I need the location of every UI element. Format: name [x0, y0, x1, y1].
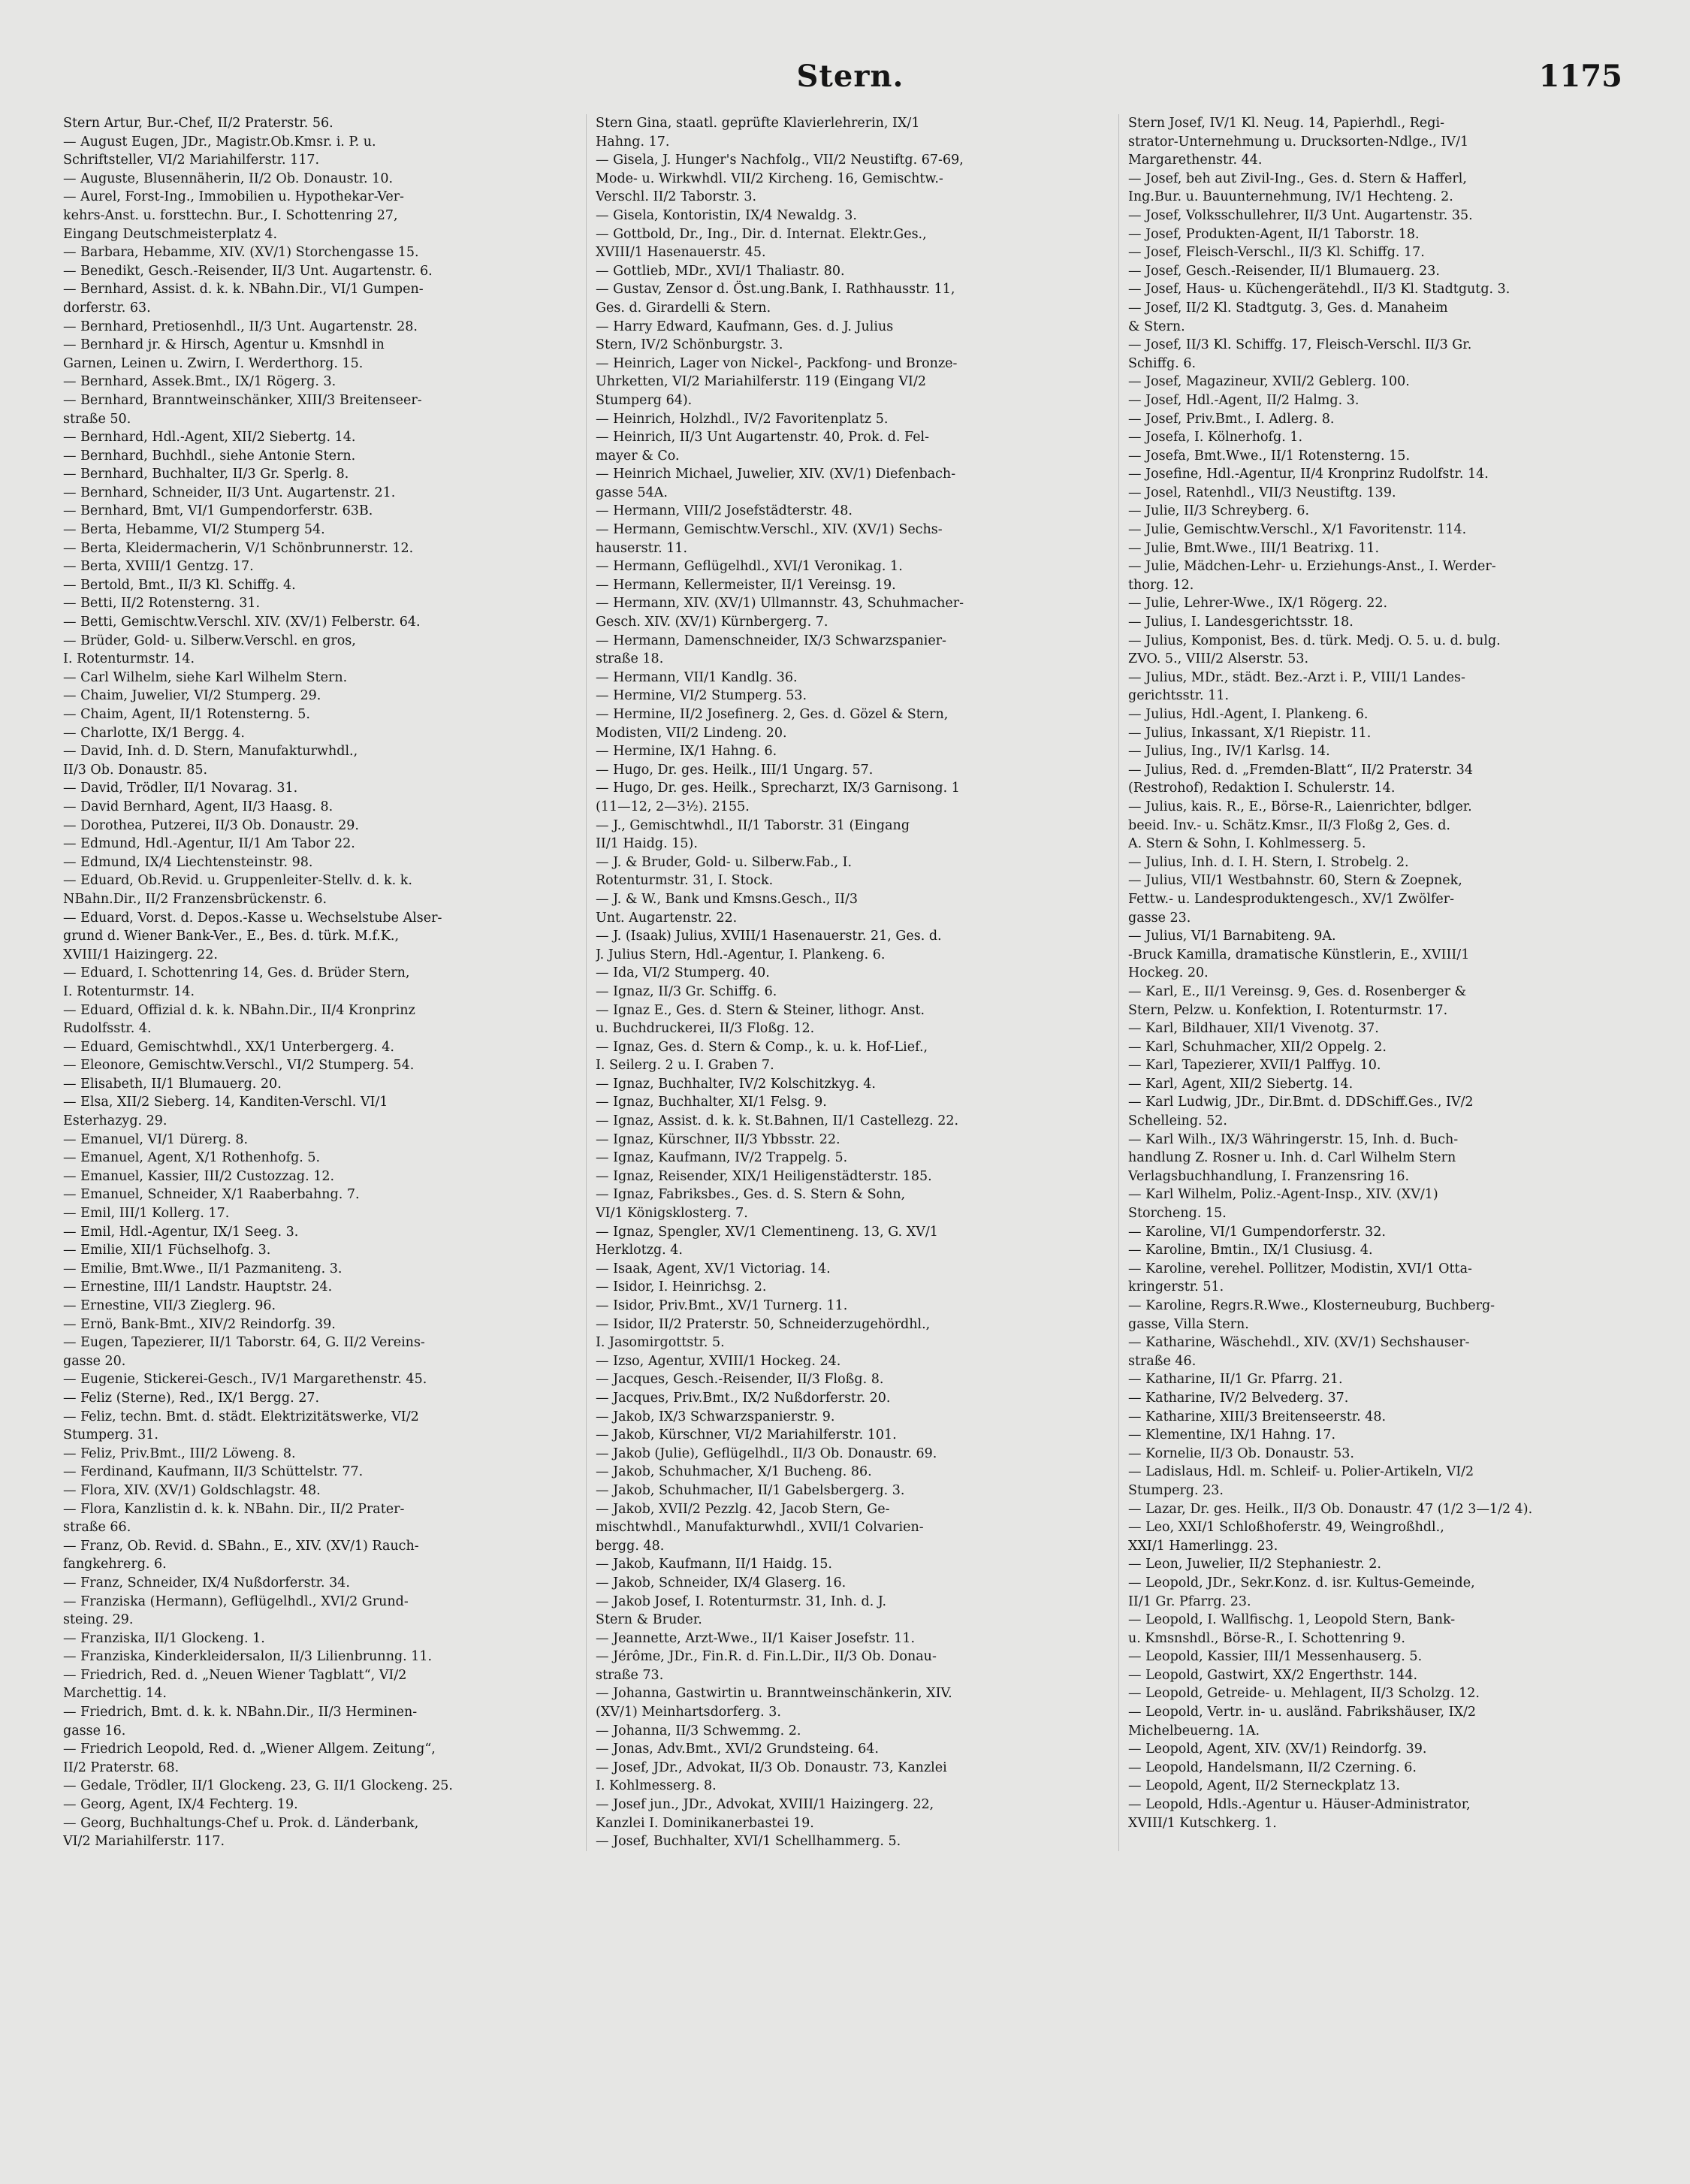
directory-entry: — Heinrich, Lager von Nickel-, Packfong- und Bronze- [596, 355, 958, 371]
directory-entry: — Franziska (Hermann), Geflügelhdl., XVI/2 Grund- [63, 1593, 409, 1609]
directory-entry: — Josefa, I. Kölnerhofg. 1. [1128, 430, 1303, 446]
directory-entry: I. Seilerg. 2 u. I. Graben 7. [596, 1058, 774, 1074]
directory-entry: — Julie, Lehrer-Wwe., IX/1 Rögerg. 22. [1128, 596, 1388, 612]
directory-entry: — August Eugen, JDr., Magistr.Ob.Kmsr. i. P. u. [63, 134, 376, 150]
directory-entry: — Julie, Mädchen-Lehr- u. Erziehungs-Anst., I. Werder- [1128, 559, 1496, 575]
directory-entry: Uhrketten, VI/2 Mariahilferstr. 119 (Eingang VI/2 [596, 374, 926, 390]
directory-entry: handlung Z. Rosner u. Inh. d. Carl Wilhelm Stern [1128, 1150, 1456, 1166]
directory-entry: — Gottlieb, MDr., XVI/1 Thaliastr. 80. [596, 263, 845, 279]
directory-entry: — Kornelie, II/3 Ob. Donaustr. 53. [1128, 1445, 1354, 1461]
directory-entry: Unt. Augartenstr. 22. [596, 910, 738, 926]
directory-entry: XVIII/1 Kutschkerg. 1. [1128, 1815, 1277, 1831]
directory-entry: — Eduard, Gemischtwhdl., XX/1 Unterbergerg. 4. [63, 1039, 394, 1055]
directory-entry: — Franziska, II/1 Glockeng. 1. [63, 1630, 265, 1646]
directory-entry: — Karoline, Bmtin., IX/1 Clusiusg. 4. [1128, 1243, 1373, 1258]
directory-entry: (Restrohof), Redaktion I. Schulerstr. 14. [1128, 781, 1396, 796]
directory-entry: — Ferdinand, Kaufmann, II/3 Schüttelstr. 77. [63, 1464, 364, 1480]
directory-entry: straße 73. [596, 1667, 664, 1683]
directory-entry: — Lazar, Dr. ges. Heilk., II/3 Ob. Donaustr. 47 (1/2 3—1/2 4). [1128, 1501, 1533, 1517]
directory-entry: (11—12, 2—3½). 2155. [596, 799, 750, 814]
directory-entry: — Auguste, Blusennäherin, II/2 Ob. Donaustr. 10. [63, 171, 394, 186]
directory-entry: — Ignaz, Kaufmann, IV/2 Trappelg. 5. [596, 1150, 848, 1166]
directory-entry: — Elsa, XII/2 Sieberg. 14, Kanditen-Verschl. VI/1 [63, 1095, 388, 1110]
directory-entry: — Heinrich, II/3 Unt Augartenstr. 40, Prok. d. Fel- [596, 430, 930, 446]
directory-columns [63, 114, 1637, 1851]
directory-entry: strator-Unternehmung u. Drucksorten-Ndlge., IV/1 [1128, 134, 1469, 150]
directory-entry: — Ignaz, II/3 Gr. Schiffg. 6. [596, 983, 777, 999]
directory-entry: Verlagsbuchhandlung, I. Franzensring 16. [1128, 1168, 1410, 1184]
directory-entry: Storcheng. 15. [1128, 1206, 1227, 1222]
directory-entry: — Bernhard, Schneider, II/3 Unt. Augartenstr. 21. [63, 485, 396, 500]
directory-entry: — Jakob, XVII/2 Pezzlg. 42, Jacob Stern, Ge- [596, 1501, 890, 1517]
column-right [1118, 114, 1637, 1851]
directory-entry: Eingang Deutschmeisterplatz 4. [63, 226, 278, 242]
directory-entry: — Julius, Hdl.-Agent, I. Plankeng. 6. [1128, 707, 1369, 722]
directory-entry: — Julie, II/3 Schreyberg. 6. [1128, 503, 1310, 519]
directory-entry: — Leopold, Getreide- u. Mehlagent, II/3 Scholzg. 12. [1128, 1686, 1480, 1702]
directory-entry: — Johanna, II/3 Schwemmg. 2. [596, 1723, 801, 1738]
directory-entry: — Julie, Bmt.Wwe., III/1 Beatrixg. 11. [1128, 540, 1380, 556]
directory-entry: — Harry Edward, Kaufmann, Ges. d. J. Julius [596, 319, 894, 334]
directory-entry: — Chaim, Agent, II/1 Rotensterng. 5. [63, 707, 310, 722]
directory-entry: Stern, Pelzw. u. Konfektion, I. Rotenturmstr. 17. [1128, 1002, 1448, 1018]
directory-entry: Rotenturmstr. 31, I. Stock. [596, 873, 774, 889]
directory-entry: — Jakob, Kaufmann, II/1 Haidg. 15. [596, 1557, 832, 1572]
directory-entry: XVIII/1 Hasenauerstr. 45. [596, 245, 766, 261]
directory-entry: — Friedrich, Bmt. d. k. k. NBahn.Dir., II/3 Herminen- [63, 1705, 418, 1720]
directory-entry: — Josefa, Bmt.Wwe., II/1 Rotensterng. 15. [1128, 448, 1411, 464]
directory-entry: Ges. d. Girardelli & Stern. [596, 300, 771, 316]
directory-entry: — Bernhard, Branntweinschänker, XIII/3 Breitenseer- [63, 392, 422, 408]
directory-entry: — Karoline, VI/1 Gumpendorferstr. 32. [1128, 1224, 1386, 1240]
directory-entry: Kanzlei I. Dominikanerbastei 19. [596, 1815, 814, 1831]
directory-entry: — Josef, Buchhalter, XVI/1 Schellhammerg. 5. [596, 1834, 901, 1850]
directory-entry: Verschl. II/2 Taborstr. 3. [596, 189, 757, 205]
directory-entry: — Edmund, Hdl.-Agentur, II/1 Am Tabor 22. [63, 836, 355, 852]
directory-entry: — Dorothea, Putzerei, II/3 Ob. Donaustr. 29. [63, 817, 359, 833]
directory-entry: — Katharine, IV/2 Belvederg. 37. [1128, 1390, 1349, 1406]
directory-entry: — Josef, II/2 Kl. Stadtgutg. 3, Ges. d. Manaheim [1128, 300, 1448, 316]
directory-entry: — Josef, Magazineur, XVII/2 Geblerg. 100. [1128, 374, 1410, 390]
directory-entry: — Karl Wilh., IX/3 Währingerstr. 15, Inh. d. Buch- [1128, 1131, 1459, 1147]
directory-entry: — Julius, Red. d. „Fremden-Blatt“, II/2 Praterstr. 34 [1128, 762, 1473, 778]
directory-entry: — Leopold, Agent, II/2 Sterneckplatz 13. [1128, 1778, 1400, 1794]
directory-entry: — Julius, Komponist, Bes. d. türk. Medj. O. 5. u. d. bulg. [1128, 633, 1501, 648]
directory-entry: Schiffg. 6. [1128, 355, 1197, 371]
directory-entry: straße 18. [596, 651, 664, 667]
page-header [63, 59, 1637, 104]
directory-entry: — J. & W., Bank und Kmsns.Gesch., II/3 [596, 891, 859, 907]
directory-entry: II/3 Ob. Donaustr. 85. [63, 762, 208, 778]
directory-entry: — Johanna, Gastwirtin u. Branntweinschänkerin, XIV. [596, 1686, 952, 1702]
directory-entry: — Josef, Hdl.-Agent, II/2 Halmg. 3. [1128, 392, 1360, 408]
directory-entry: II/2 Praterstr. 68. [63, 1760, 180, 1775]
directory-entry: — Jakob, Schneider, IX/4 Glaserg. 16. [596, 1575, 847, 1590]
directory-entry: gasse 20. [63, 1353, 126, 1369]
directory-entry: kehrs-Anst. u. forsttechn. Bur., I. Schottenring 27, [63, 207, 398, 223]
directory-entry: gasse 16. [63, 1723, 126, 1738]
directory-entry: gerichtsstr. 11. [1128, 688, 1230, 704]
directory-entry: Stern Josef, IV/1 Kl. Neug. 14, Papierhdl., Regi- [1128, 116, 1444, 131]
directory-entry: dorferstr. 63. [63, 300, 151, 316]
directory-entry: — Gustav, Zensor d. Öst.ung.Bank, I. Rathhausstr. 11, [596, 282, 955, 298]
directory-entry: — Eugenie, Stickerei-Gesch., IV/1 Margarethenstr. 45. [63, 1372, 427, 1388]
directory-entry: — Katharine, Wäschehdl., XIV. (XV/1) Sechshauser- [1128, 1335, 1470, 1351]
directory-entry: Gesch. XIV. (XV/1) Kürnbergerg. 7. [596, 615, 828, 630]
directory-entry: Marchettig. 14. [63, 1686, 167, 1702]
directory-entry: — Heinrich Michael, Juwelier, XIV. (XV/1) Diefenbach- [596, 467, 956, 482]
directory-entry: — Bernhard, Assek.Bmt., IX/1 Rögerg. 3. [63, 374, 336, 390]
directory-entry: — Carl Wilhelm, siehe Karl Wilhelm Stern. [63, 669, 348, 685]
column-left [63, 114, 572, 1851]
directory-entry: Stern & Bruder. [596, 1612, 702, 1628]
directory-entry: — Leopold, Kassier, III/1 Messenhauserg. 5. [1128, 1649, 1423, 1665]
directory-entry: — Bernhard, Assist. d. k. k. NBahn.Dir., VI/1 Gumpen- [63, 282, 424, 298]
directory-entry: — Friedrich Leopold, Red. d. „Wiener Allgem. Zeitung“, [63, 1741, 436, 1757]
directory-entry: — Barbara, Hebamme, XIV. (XV/1) Storchengasse 15. [63, 245, 419, 261]
directory-entry: — J. & Bruder, Gold- u. Silberw.Fab., I. [596, 854, 853, 870]
directory-entry: — Flora, Kanzlistin d. k. k. NBahn. Dir., II/2 Prater- [63, 1501, 405, 1517]
directory-entry: — Josef, Fleisch-Verschl., II/3 Kl. Schiffg. 17. [1128, 245, 1425, 261]
directory-entry: — Bertold, Bmt., II/3 Kl. Schiffg. 4. [63, 577, 296, 593]
directory-entry: Schelleing. 52. [1128, 1113, 1227, 1129]
directory-entry: — Jakob, IX/3 Schwarzspanierstr. 9. [596, 1409, 835, 1424]
directory-entry: Hahng. 17. [596, 134, 670, 150]
directory-entry: — Gedale, Trödler, II/1 Glockeng. 23, G. II/1 Glockeng. 25. [63, 1778, 453, 1794]
directory-entry: — Edmund, IX/4 Liechtensteinstr. 98. [63, 854, 313, 870]
directory-entry: — Katharine, XIII/3 Breitenseerstr. 48. [1128, 1409, 1387, 1424]
directory-entry: — Ignaz, Spengler, XV/1 Clementineng. 13, G. XV/1 [596, 1224, 938, 1240]
directory-entry: — Karl Wilhelm, Poliz.-Agent-Insp., XIV. (XV/1) [1128, 1187, 1438, 1203]
directory-entry: — Jonas, Adv.Bmt., XVI/2 Grundsteing. 64. [596, 1741, 879, 1757]
directory-entry: — Josef, Haus- u. Küchengerätehdl., II/3 Kl. Stadtgutg. 3. [1128, 282, 1510, 298]
directory-entry: — Karl, Schuhmacher, XII/2 Oppelg. 2. [1128, 1039, 1387, 1055]
directory-entry: — David Bernhard, Agent, II/3 Haasg. 8. [63, 799, 333, 814]
directory-entry: — Julius, MDr., städt. Bez.-Arzt i. P., VIII/1 Landes- [1128, 669, 1465, 685]
directory-entry: — Friedrich, Red. d. „Neuen Wiener Tagblatt“, VI/2 [63, 1667, 407, 1683]
directory-entry: — Chaim, Juwelier, VI/2 Stumperg. 29. [63, 688, 321, 704]
directory-entry: — J. (Isaak) Julius, XVIII/1 Hasenauerstr. 21, Ges. d. [596, 929, 942, 944]
directory-entry: — Emanuel, Agent, X/1 Rothenhofg. 5. [63, 1150, 321, 1166]
directory-entry: — Jeannette, Arzt-Wwe., II/1 Kaiser Josefstr. 11. [596, 1630, 916, 1646]
directory-entry: — Klementine, IX/1 Hahng. 17. [1128, 1427, 1336, 1443]
directory-entry: bergg. 48. [596, 1538, 665, 1554]
directory-entry: — Hermine, IX/1 Hahng. 6. [596, 744, 777, 760]
directory-entry: Stern Gina, staatl. geprüfte Klavierlehrerin, IX/1 [596, 116, 920, 131]
directory-entry: — David, Trödler, II/1 Novarag. 31. [63, 781, 298, 796]
directory-entry: J. Julius Stern, Hdl.-Agentur, I. Plankeng. 6. [596, 947, 886, 962]
directory-entry: — Eduard, I. Schottenring 14, Ges. d. Brüder Stern, [63, 965, 410, 981]
directory-entry: — Gottbold, Dr., Ing., Dir. d. Internat. Elektr.Ges., [596, 226, 927, 242]
directory-entry: — Benedikt, Gesch.-Reisender, II/3 Unt. Augartenstr. 6. [63, 263, 433, 279]
directory-entry: VI/2 Mariahilferstr. 117. [63, 1834, 225, 1850]
directory-entry: — Hermann, VII/1 Kandlg. 36. [596, 669, 798, 685]
directory-entry: — Julius, Inkassant, X/1 Riepistr. 11. [1128, 725, 1372, 741]
directory-entry: — Leon, Juwelier, II/2 Stephaniestr. 2. [1128, 1557, 1381, 1572]
directory-entry: VI/1 Königsklosterg. 7. [596, 1206, 748, 1222]
directory-entry: — Hermine, II/2 Josefinerg. 2, Ges. d. Gözel & Stern, [596, 707, 949, 722]
directory-entry: I. Rotenturmstr. 14. [63, 983, 195, 999]
directory-entry: — Ignaz, Ges. d. Stern & Comp., k. u. k. Hof-Lief., [596, 1039, 928, 1055]
column-middle [586, 114, 1105, 1851]
directory-entry: — Aurel, Forst-Ing., Immobilien u. Hypothekar-Ver- [63, 189, 404, 205]
directory-entry: — Julius, VII/1 Westbahnstr. 60, Stern & Zoepnek, [1128, 873, 1462, 889]
directory-entry: Modisten, VII/2 Lindeng. 20. [596, 725, 787, 741]
page-number: 1175 [1538, 59, 1622, 94]
directory-entry: -Bruck Kamilla, dramatische Künstlerin, E., XVIII/1 [1128, 947, 1470, 962]
directory-entry: — Hermine, VI/2 Stumperg. 53. [596, 688, 807, 704]
directory-entry: — Emilie, XII/1 Füchselhofg. 3. [63, 1243, 271, 1258]
directory-entry: — Berta, XVIII/1 Gentzg. 17. [63, 559, 254, 575]
directory-entry: — Hugo, Dr. ges. Heilk., Sprecharzt, IX/3 Garnisong. 1 [596, 781, 960, 796]
directory-entry: Herklotzg. 4. [596, 1243, 683, 1258]
directory-entry: I. Jasomirgottstr. 5. [596, 1335, 725, 1351]
directory-entry: Ing.Bur. u. Bauunternehmung, IV/1 Hechteng. 2. [1128, 189, 1453, 205]
directory-entry: — Josel, Ratenhdl., VII/3 Neustiftg. 139. [1128, 485, 1396, 500]
directory-entry: straße 50. [63, 411, 131, 427]
directory-entry: Stumperg. 23. [1128, 1482, 1224, 1498]
directory-entry: — Georg, Agent, IX/4 Fechterg. 19. [63, 1797, 298, 1813]
page-title: Stern. [796, 59, 904, 94]
directory-entry: — Leopold, I. Wallfischg. 1, Leopold Stern, Bank- [1128, 1612, 1456, 1628]
directory-entry: — Bernhard, Buchhalter, II/3 Gr. Sperlg. 8. [63, 467, 349, 482]
directory-entry: — Karoline, verehel. Pollitzer, Modistin, XVI/1 Otta- [1128, 1261, 1472, 1276]
directory-entry: u. Buchdruckerei, II/3 Floßg. 12. [596, 1021, 815, 1037]
directory-entry: — Feliz (Sterne), Red., IX/1 Bergg. 27. [63, 1390, 320, 1406]
directory-entry: Esterhazyg. 29. [63, 1113, 167, 1129]
directory-entry: — Franz, Schneider, IX/4 Nußdorferstr. 34. [63, 1575, 350, 1590]
directory-entry: — Eleonore, Gemischtw.Verschl., VI/2 Stumperg. 54. [63, 1058, 415, 1074]
directory-entry: — Josef, Gesch.-Reisender, II/1 Blumauerg. 23. [1128, 263, 1440, 279]
directory-entry: — Isidor, II/2 Praterstr. 50, Schneiderzugehördhl., [596, 1316, 931, 1332]
directory-entry: — Ernö, Bank-Bmt., XIV/2 Reindorfg. 39. [63, 1316, 336, 1332]
directory-entry: — Bernhard, Buchhdl., siehe Antonie Stern. [63, 448, 356, 464]
directory-entry: — Berta, Hebamme, VI/2 Stumperg 54. [63, 522, 325, 538]
directory-entry: XXI/1 Hamerlingg. 23. [1128, 1538, 1278, 1554]
directory-entry: — Isidor, Priv.Bmt., XV/1 Turnerg. 11. [596, 1298, 848, 1313]
directory-entry: Hockeg. 20. [1128, 965, 1209, 981]
directory-entry: — Gisela, J. Hunger's Nachfolg., VII/2 Neustiftg. 67-69, [596, 153, 964, 168]
directory-entry: — Franziska, Kinderkleidersalon, II/3 Lilienbrunng. 11. [63, 1649, 433, 1665]
directory-entry: — Ladislaus, Hdl. m. Schleif- u. Polier-Artikeln, VI/2 [1128, 1464, 1474, 1480]
directory-entry: — Karl, Agent, XII/2 Siebertg. 14. [1128, 1076, 1354, 1092]
directory-entry: straße 66. [63, 1520, 131, 1536]
directory-entry: — Julius, Inh. d. I. H. Stern, I. Strobelg. 2. [1128, 854, 1409, 870]
directory-entry: Stern Artur, Bur.-Chef, II/2 Praterstr. 56. [63, 116, 333, 131]
directory-entry: — Katharine, II/1 Gr. Pfarrg. 21. [1128, 1372, 1343, 1388]
directory-entry: — Hermann, Gemischtw.Verschl., XIV. (XV/1) Sechs- [596, 522, 943, 538]
directory-entry: fangkehrerg. 6. [63, 1557, 167, 1572]
directory-entry: — Ignaz, Kürschner, II/3 Ybbsstr. 22. [596, 1131, 840, 1147]
directory-entry: — Feliz, techn. Bmt. d. städt. Elektrizitätswerke, VI/2 [63, 1409, 419, 1424]
directory-entry: — Bernhard jr. & Hirsch, Agentur u. Kmsnhdl in [63, 337, 385, 353]
directory-entry: (XV/1) Meinhartsdorferg. 3. [596, 1705, 781, 1720]
directory-entry: — Jakob, Kürschner, VI/2 Mariahilferstr. 101. [596, 1427, 897, 1443]
directory-entry: — Jakob, Schuhmacher, II/1 Gabelsbergerg. 3. [596, 1482, 905, 1498]
directory-entry: — Feliz, Priv.Bmt., III/2 Löweng. 8. [63, 1445, 296, 1461]
directory-entry: — Karoline, Regrs.R.Wwe., Klosterneuburg, Buchberg- [1128, 1298, 1495, 1313]
directory-entry: — Julius, Ing., IV/1 Karlsg. 14. [1128, 744, 1330, 760]
directory-entry: — Karl, Bildhauer, XII/1 Vivenotg. 37. [1128, 1021, 1379, 1037]
directory-entry: kringerstr. 51. [1128, 1279, 1224, 1295]
directory-entry: — David, Inh. d. D. Stern, Manufakturwhdl., [63, 744, 358, 760]
directory-entry: hauserstr. 11. [596, 540, 688, 556]
directory-entry: — Isaak, Agent, XV/1 Victoriag. 14. [596, 1261, 831, 1276]
directory-entry: — Georg, Buchhaltungs-Chef u. Prok. d. Länderbank, [63, 1815, 419, 1831]
directory-entry: — Jakob Josef, I. Rotenturmstr. 31, Inh. d. J. [596, 1593, 887, 1609]
directory-entry: Stumperg. 31. [63, 1427, 158, 1443]
directory-entry: I. Rotenturmstr. 14. [63, 651, 195, 667]
directory-entry: gasse 23. [1128, 910, 1191, 926]
directory-entry: — Eduard, Offizial d. k. k. NBahn.Dir., II/4 Kronprinz [63, 1002, 415, 1018]
directory-entry: Mode- u. Wirkwhdl. VII/2 Kircheng. 16, Gemischtw.- [596, 171, 943, 186]
directory-entry: — Ernestine, VII/3 Zieglerg. 96. [63, 1298, 276, 1313]
directory-entry: — Jérôme, JDr., Fin.R. d. Fin.L.Dir., II/3 Ob. Donau- [596, 1649, 937, 1665]
directory-entry: thorg. 12. [1128, 577, 1194, 593]
directory-entry: — Julius, I. Landesgerichtsstr. 18. [1128, 615, 1354, 630]
directory-entry: — Josef, Volksschullehrer, II/3 Unt. Augartenstr. 35. [1128, 207, 1473, 223]
directory-entry: — Emanuel, VI/1 Dürerg. 8. [63, 1131, 249, 1147]
directory-entry: — Ernestine, III/1 Landstr. Hauptstr. 24. [63, 1279, 333, 1295]
directory-entry: — Ignaz, Buchhalter, IV/2 Kolschitzkyg. 4. [596, 1076, 876, 1092]
directory-entry: — Eduard, Ob.Revid. u. Gruppenleiter-Stellv. d. k. k. [63, 873, 412, 889]
directory-entry: — Ignaz, Buchhalter, XI/1 Felsg. 9. [596, 1095, 827, 1110]
directory-entry: — Franz, Ob. Revid. d. SBahn., E., XIV. (XV/1) Rauch- [63, 1538, 419, 1554]
directory-entry: Stern, IV/2 Schönburgstr. 3. [596, 337, 783, 353]
directory-entry: — Hermann, XIV. (XV/1) Ullmannstr. 43, Schuhmacher- [596, 596, 964, 612]
directory-entry: — Ignaz, Reisender, XIX/1 Heiligenstädterstr. 185. [596, 1168, 932, 1184]
directory-entry: mischtwhdl., Manufakturwhdl., XVII/1 Colvarien- [596, 1520, 924, 1536]
directory-entry: II/1 Gr. Pfarrg. 23. [1128, 1593, 1251, 1609]
directory-entry: Rudolfsstr. 4. [63, 1021, 152, 1037]
directory-entry: — Jakob (Julie), Geflügelhdl., II/3 Ob. Donaustr. 69. [596, 1445, 937, 1461]
directory-entry: steing. 29. [63, 1612, 134, 1628]
directory-entry: — Hermann, VIII/2 Josefstädterstr. 48. [596, 503, 853, 519]
directory-entry: — Emil, III/1 Kollerg. 17. [63, 1206, 230, 1222]
directory-entry: — Izso, Agentur, XVIII/1 Hockeg. 24. [596, 1353, 841, 1369]
directory-entry: — Karl Ludwig, JDr., Dir.Bmt. d. DDSchiff.Ges., IV/2 [1128, 1095, 1474, 1110]
directory-entry: — Leopold, Hdls.-Agentur u. Häuser-Administrator, [1128, 1797, 1471, 1813]
directory-entry: — Emilie, Bmt.Wwe., II/1 Pazmaniteng. 3. [63, 1261, 343, 1276]
directory-entry: Garnen, Leinen u. Zwirn, I. Werderthorg. 15. [63, 355, 364, 371]
directory-entry: — Betti, Gemischtw.Verschl. XIV. (XV/1) Felberstr. 64. [63, 615, 421, 630]
directory-entry: — Leo, XXI/1 Schloßhoferstr. 49, Weingroßhdl., [1128, 1520, 1444, 1536]
directory-entry: — Berta, Kleidermacherin, V/1 Schönbrunnerstr. 12. [63, 540, 414, 556]
directory-entry: — Leopold, Gastwirt, XX/2 Engerthstr. 144. [1128, 1667, 1418, 1683]
directory-entry: — Jacques, Gesch.-Reisender, II/3 Floßg. 8. [596, 1372, 884, 1388]
directory-entry: — Karl, E., II/1 Vereinsg. 9, Ges. d. Rosenberger & [1128, 983, 1467, 999]
directory-entry: I. Kohlmesserg. 8. [596, 1778, 717, 1794]
directory-entry: — Betti, II/2 Rotensterng. 31. [63, 596, 261, 612]
directory-entry: straße 46. [1128, 1353, 1197, 1369]
directory-entry: gasse 54A. [596, 485, 668, 500]
directory-entry: — Elisabeth, II/1 Blumauerg. 20. [63, 1076, 282, 1092]
directory-entry: — Josef, II/3 Kl. Schiffg. 17, Fleisch-Verschl. II/3 Gr. [1128, 337, 1472, 353]
directory-entry: — Eugen, Tapezierer, II/1 Taborstr. 64, G. II/2 Vereins- [63, 1335, 425, 1351]
directory-entry: XVIII/1 Haizingerg. 22. [63, 947, 218, 962]
directory-entry: ZVO. 5., VIII/2 Alserstr. 53. [1128, 651, 1309, 667]
directory-entry: — Heinrich, Holzhdl., IV/2 Favoritenplatz 5. [596, 411, 889, 427]
directory-entry: — Ignaz, Fabriksbes., Ges. d. S. Stern & Sohn, [596, 1187, 906, 1203]
directory-entry: — Bernhard, Bmt, VI/1 Gumpendorferstr. 63B. [63, 503, 373, 519]
directory-entry: II/1 Haidg. 15). [596, 836, 698, 852]
directory-entry: — Josef, JDr., Advokat, II/3 Ob. Donaustr. 73, Kanzlei [596, 1760, 947, 1775]
directory-entry: — Leopold, Vertr. in- u. ausländ. Fabrikshäuser, IX/2 [1128, 1705, 1477, 1720]
directory-entry: — Charlotte, IX/1 Bergg. 4. [63, 725, 245, 741]
directory-entry: — J., Gemischtwhdl., II/1 Taborstr. 31 (Eingang [596, 817, 910, 833]
directory-entry: Margarethenstr. 44. [1128, 153, 1263, 168]
directory-entry: — Josefine, Hdl.-Agentur, II/4 Kronprinz Rudolfstr. 14. [1128, 467, 1489, 482]
directory-entry: — Leopold, JDr., Sekr.Konz. d. isr. Kultus-Gemeinde, [1128, 1575, 1475, 1590]
directory-entry: — Flora, XIV. (XV/1) Goldschlagstr. 48. [63, 1482, 321, 1498]
directory-entry: mayer & Co. [596, 448, 680, 464]
directory-entry: Stumperg 64). [596, 392, 693, 408]
directory-entry: — Eduard, Vorst. d. Depos.-Kasse u. Wechselstube Alser- [63, 910, 442, 926]
directory-entry: — Hermann, Geflügelhdl., XVI/1 Veronikag. 1. [596, 559, 903, 575]
directory-entry: — Josef jun., JDr., Advokat, XVIII/1 Haizingerg. 22, [596, 1797, 934, 1813]
directory-entry: gasse, Villa Stern. [1128, 1316, 1249, 1332]
directory-entry: — Isidor, I. Heinrichsg. 2. [596, 1279, 767, 1295]
directory-entry: u. Kmsnshdl., Börse-R., I. Schottenring 9. [1128, 1630, 1405, 1646]
directory-entry: — Josef, Produkten-Agent, II/1 Taborstr. 18. [1128, 226, 1420, 242]
directory-entry: — Gisela, Kontoristin, IX/4 Newaldg. 3. [596, 207, 857, 223]
directory-entry: — Hermann, Kellermeister, II/1 Vereinsg. 19. [596, 577, 896, 593]
directory-entry: grund d. Wiener Bank-Ver., E., Bes. d. türk. M.f.K., [63, 929, 400, 944]
directory-entry: — Ignaz E., Ges. d. Stern & Steiner, lithogr. Anst. [596, 1002, 925, 1018]
directory-entry: Fettw.- u. Landesproduktengesch., XV/1 Zwölfer- [1128, 891, 1455, 907]
directory-entry: — Leopold, Handelsmann, II/2 Czerning. 6. [1128, 1760, 1417, 1775]
directory-entry: — Emil, Hdl.-Agentur, IX/1 Seeg. 3. [63, 1224, 299, 1240]
directory-entry: — Brüder, Gold- u. Silberw.Verschl. en gros, [63, 633, 356, 648]
directory-entry: A. Stern & Sohn, I. Kohlmesserg. 5. [1128, 836, 1366, 852]
directory-entry: Schriftsteller, VI/2 Mariahilferstr. 117. [63, 153, 320, 168]
directory-entry: — Emanuel, Schneider, X/1 Raaberbahng. 7. [63, 1187, 360, 1203]
directory-entry: — Jacques, Priv.Bmt., IX/2 Nußdorferstr. 20. [596, 1390, 891, 1406]
directory-entry: NBahn.Dir., II/2 Franzensbrückenstr. 6. [63, 891, 327, 907]
directory-entry: — Ida, VI/2 Stumperg. 40. [596, 965, 770, 981]
directory-entry: beeid. Inv.- u. Schätz.Kmsr., II/3 Floßg 2, Ges. d. [1128, 817, 1450, 833]
directory-entry: — Julius, kais. R., E., Börse-R., Laienrichter, bdlger. [1128, 799, 1472, 814]
directory-entry: — Josef, Priv.Bmt., I. Adlerg. 8. [1128, 411, 1335, 427]
directory-entry: & Stern. [1128, 319, 1185, 334]
directory-entry: — Karl, Tapezierer, XVII/1 Palffyg. 10. [1128, 1058, 1381, 1074]
directory-entry: — Bernhard, Hdl.-Agent, XII/2 Siebertg. 14. [63, 430, 356, 446]
directory-entry: — Leopold, Agent, XIV. (XV/1) Reindorfg. 39. [1128, 1741, 1427, 1757]
directory-entry: — Jakob, Schuhmacher, X/1 Bucheng. 86. [596, 1464, 872, 1480]
directory-entry: — Hugo, Dr. ges. Heilk., III/1 Ungarg. 57. [596, 762, 874, 778]
directory-entry: — Ignaz, Assist. d. k. k. St.Bahnen, II/1 Castellezg. 22. [596, 1113, 959, 1129]
directory-entry: — Bernhard, Pretiosenhdl., II/3 Unt. Augartenstr. 28. [63, 319, 418, 334]
directory-entry: — Hermann, Damenschneider, IX/3 Schwarzspanier- [596, 633, 946, 648]
directory-entry: Michelbeuerng. 1A. [1128, 1723, 1260, 1738]
directory-entry: — Julie, Gemischtw.Verschl., X/1 Favoritenstr. 114. [1128, 522, 1467, 538]
directory-entry: — Emanuel, Kassier, III/2 Custozzag. 12. [63, 1168, 335, 1184]
directory-entry: — Josef, beh aut Zivil-Ing., Ges. d. Stern & Hafferl, [1128, 171, 1467, 186]
directory-entry: — Julius, VI/1 Barnabiteng. 9A. [1128, 929, 1336, 944]
